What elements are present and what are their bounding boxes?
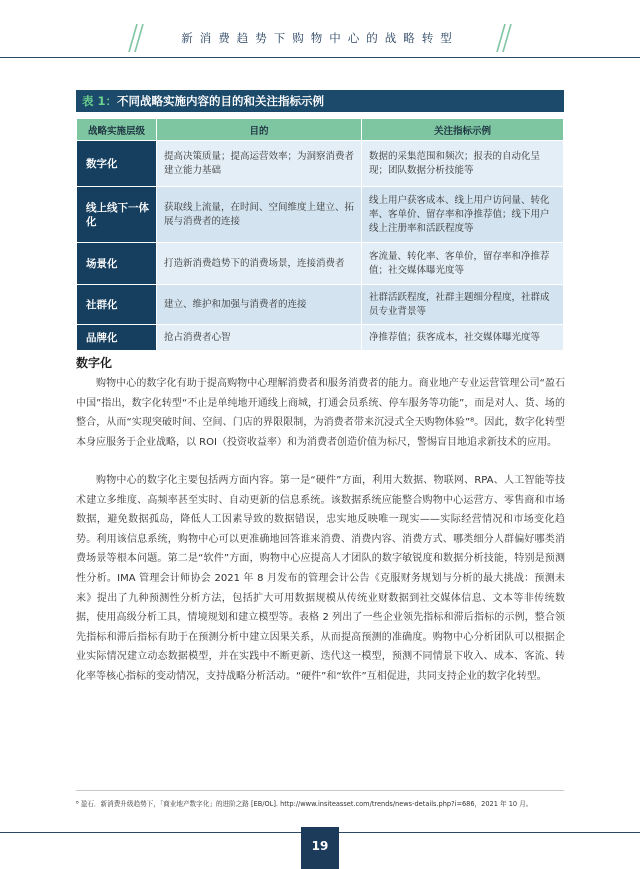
table-caption [76, 90, 564, 112]
table-row [77, 285, 564, 325]
row-level: 数字化 [77, 141, 157, 187]
running-header-title: 新消费趋势下购物中心的战略转型 [181, 31, 459, 45]
row-purpose: 提高决策质量；提高运营效率；为洞察消费者建立能力基础 [157, 141, 362, 187]
table-row [77, 187, 564, 243]
body-paragraph-1: 购物中心的数字化有助于提高购物中心理解消费者和服务消费者的能力。商业地产专业运营管理公司“盈石中国”指出，数字化转型“不止是单纯地开通线上商城，打通会员系统、停车服务等功能”，而是对人、货、场的整合，从而“实现突破时间、空间、门店的界限限制，为消费者带来沉浸式全天购物体验”⁸。因此，数字化转型本身应服务于企业战略，以 ROI（投资收益率）和为消费者创造价值为标尺，警惕盲目地追求新技术的应用。 [76, 378, 565, 448]
section-title: 数字化 [76, 356, 113, 370]
body-paragraph-2: 购物中心的数字化主要包括两方面内容。第一是“硬件”方面，利用大数据、物联网、RPA、人工智能等技术建立多维度、高频率甚至实时、自动更新的信息系统。该数据系统应能整合购物中心运营方、零售商和市场数据，避免数据孤岛，降低人工因素导致的数据错误，忠实地反映唯一现实——实际经营情况和市场变化趋势。利用该信息系统，购物中心可以更准确地回答谁来消费、消费内容、消费方式、哪类细分人群偏好哪类消费场景等根本问题。第二是“软件”方面，购物中心应提高人才团队的数字敏锐度和数据分析技能，特别是预测性分析。IMA 管理会计师协会 2021 年 8 月发布的管理会计公告《克服财务规划与分析的最大挑战：预测未来》提出了九种预测性分析方法，包括扩大可用数据规模从传统业财数据到社交媒体信息、文本等非传统数据，使用高级分析工具，情境规划和建立模型等。表格 2 列出了一些企业领先指标和滞后指标的示例，整合领先指标和滞后指标有助于在预测分析中建立因果关系，从而提高预测的准确度。购物中心分析团队可以根据企业实际情况建立动态数据模型，并在实践中不断更新、迭代这一模型，预测不同情景下收入、成本、客流、转化率等核心指标的变动情况，支持战略分析活动。“硬件”和“软件”互相促进，共同支持企业的数字化转型。 [76, 475, 565, 682]
header-metrics: 关注指标示例 [362, 119, 564, 141]
row-metrics: 数据的采集范围和频次；报表的自动化呈现；团队数据分析技能等 [362, 141, 564, 187]
table-caption-number: 表 1： [82, 94, 118, 108]
row-metrics: 净推荐值；获客成本，社交媒体曝光度等 [362, 325, 564, 351]
page-number: 19 [301, 827, 339, 869]
row-level: 线上线下一体化 [77, 187, 157, 243]
row-metrics: 社群活跃程度，社群主题细分程度，社群成员专业背景等 [362, 285, 564, 325]
row-metrics: 客流量、转化率、客单价，留存率和净推荐值；社交媒体曝光度等 [362, 243, 564, 285]
table-caption-text: 不同战略实施内容的目的和关注指标示例 [117, 94, 325, 108]
row-level: 社群化 [77, 285, 157, 325]
table-header-row [77, 119, 564, 141]
footnote: ⁸ 盈石．新消费升级趋势下，「商业地产数字化」的进阶之路 [EB/OL]. http://www.insiteasset.com/trends/news-details.php?i=686，2021 年 10 月。 [76, 800, 533, 808]
decorative-stripes-right [492, 24, 512, 52]
decorative-stripes-left [128, 24, 148, 52]
header-level: 战略实施层级 [77, 119, 157, 141]
row-purpose: 抢占消费者心智 [157, 325, 362, 351]
strategy-table [76, 118, 564, 351]
row-level: 品牌化 [77, 325, 157, 351]
header-rule [0, 57, 640, 58]
table-row [77, 243, 564, 285]
page-header [0, 0, 640, 60]
row-purpose: 打造新消费趋势下的消费场景，连接消费者 [157, 243, 362, 285]
header-purpose: 目的 [157, 119, 362, 141]
row-metrics: 线上用户获客成本、线上用户访问量、转化率、客单价、留存率和净推荐值；线下用户线上注册率和活跃程度等 [362, 187, 564, 243]
table-row [77, 325, 564, 351]
row-level: 场景化 [77, 243, 157, 285]
row-purpose: 获取线上流量，在时间、空间维度上建立、拓展与消费者的连接 [157, 187, 362, 243]
footnote-rule [76, 790, 564, 791]
table-row [77, 141, 564, 187]
row-purpose: 建立、维护和加强与消费者的连接 [157, 285, 362, 325]
